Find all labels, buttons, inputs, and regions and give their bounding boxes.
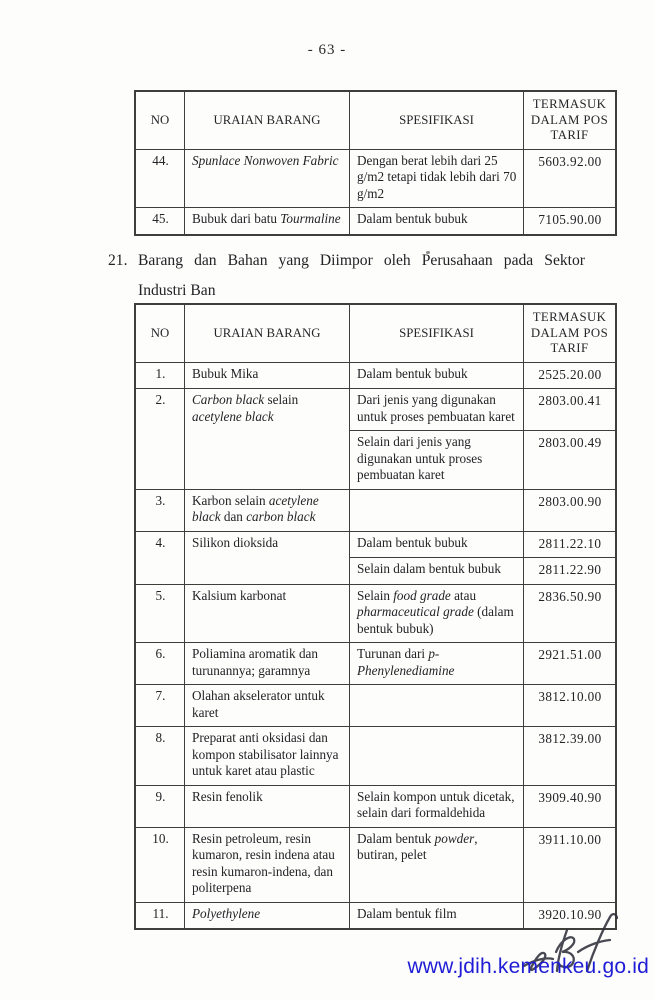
cell-no: 6. <box>135 643 185 685</box>
section-title <box>138 252 585 300</box>
table-row <box>135 389 616 431</box>
cell-pos-tarif: 2921.51.00 <box>524 643 617 685</box>
cell-pos-tarif: 2836.50.90 <box>524 584 617 643</box>
column-header: TERMASUK DALAM POS TARIF <box>524 91 617 149</box>
cell-spesifikasi: Selain dalam bentuk bubuk <box>350 558 524 585</box>
column-header: NO <box>135 304 185 362</box>
cell-uraian-barang: Karbon selain acetylene black dan carbon black <box>185 489 350 531</box>
cell-uraian-barang: Silikon dioksida <box>185 531 350 584</box>
cell-spesifikasi: Dari jenis yang digunakan untuk proses pembuatan karet <box>350 389 524 431</box>
cell-spesifikasi: Dalam bentuk bubuk <box>350 208 524 235</box>
cell-spesifikasi: Selain kompon untuk dicetak, selain dari formaldehida <box>350 785 524 827</box>
column-header: NO <box>135 91 185 149</box>
cell-uraian-barang: Resin fenolik <box>185 785 350 827</box>
cell-no: 1. <box>135 362 185 389</box>
cell-spesifikasi: Turunan dari p-Phenylenediamine <box>350 643 524 685</box>
section-title-line2: Industri Ban <box>138 282 216 299</box>
cell-spesifikasi: Dalam bentuk bubuk <box>350 362 524 389</box>
table-row <box>135 208 616 235</box>
cell-pos-tarif: 7105.90.00 <box>524 208 617 235</box>
cell-spesifikasi: Dalam bentuk film <box>350 902 524 929</box>
cell-uraian-barang: Olahan akselerator untuk karet <box>185 685 350 727</box>
cell-pos-tarif: 2803.00.41 <box>524 389 617 431</box>
table-row <box>135 727 616 786</box>
cell-pos-tarif: 3920.10.90 <box>524 902 617 929</box>
table-header-row <box>135 91 616 149</box>
cell-no: 11. <box>135 902 185 929</box>
cell-pos-tarif: 2525.20.00 <box>524 362 617 389</box>
section-heading <box>108 252 586 300</box>
cell-spesifikasi: Dalam bentuk bubuk <box>350 531 524 558</box>
cell-no: 10. <box>135 827 185 902</box>
cell-pos-tarif: 3909.40.90 <box>524 785 617 827</box>
cell-no: 5. <box>135 584 185 643</box>
cell-no: 44. <box>135 149 185 208</box>
table-row <box>135 149 616 208</box>
cell-pos-tarif: 3812.10.00 <box>524 685 617 727</box>
goods-table-sektor-ban <box>134 303 617 930</box>
cell-no: 3. <box>135 489 185 531</box>
column-header: TERMASUK DALAM POS TARIF <box>524 304 617 362</box>
cell-spesifikasi <box>350 727 524 786</box>
cell-no: 45. <box>135 208 185 235</box>
cell-uraian-barang: Polyethylene <box>185 902 350 929</box>
cell-pos-tarif: 3911.10.00 <box>524 827 617 902</box>
cell-no: 2. <box>135 389 185 490</box>
table-row <box>135 584 616 643</box>
table-row <box>135 643 616 685</box>
cell-uraian-barang: Resin petroleum, resin kumaron, resin indena atau resin kumaron-indena, dan politerpena <box>185 827 350 902</box>
cell-no: 8. <box>135 727 185 786</box>
goods-table-continued <box>134 90 617 236</box>
cell-no: 7. <box>135 685 185 727</box>
page-number: - 63 - <box>307 42 347 58</box>
cell-uraian-barang: Poliamina aromatik dan turunannya; garamnya <box>185 643 350 685</box>
cell-pos-tarif: 2811.22.10 <box>524 531 617 558</box>
column-header: URAIAN BARANG <box>185 91 350 149</box>
footer-url-link[interactable]: www.jdih.kemenkeu.go.id <box>407 955 649 978</box>
table-row <box>135 362 616 389</box>
cell-pos-tarif: 2811.22.90 <box>524 558 617 585</box>
cell-spesifikasi <box>350 685 524 727</box>
cell-spesifikasi: Selain food grade atau pharmaceutical grade (dalam bentuk bubuk) <box>350 584 524 643</box>
cell-spesifikasi: Selain dari jenis yang digunakan untuk proses pembuatan karet <box>350 431 524 490</box>
column-header: SPESIFIKASI <box>350 304 524 362</box>
cell-pos-tarif: 5603.92.00 <box>524 149 617 208</box>
table-row <box>135 785 616 827</box>
section-number: 21. <box>108 252 128 269</box>
column-header: URAIAN BARANG <box>185 304 350 362</box>
cell-pos-tarif: 2803.00.90 <box>524 489 617 531</box>
cell-spesifikasi: Dalam bentuk powder, butiran, pelet <box>350 827 524 902</box>
cell-no: 9. <box>135 785 185 827</box>
cell-uraian-barang: Spunlace Nonwoven Fabric <box>185 149 350 208</box>
cell-no: 4. <box>135 531 185 584</box>
cell-uraian-barang: Carbon black selain acetylene black <box>185 389 350 490</box>
table-row <box>135 531 616 558</box>
cell-spesifikasi: Dengan berat lebih dari 25 g/m2 tetapi tidak lebih dari 70 g/m2 <box>350 149 524 208</box>
cell-uraian-barang: Bubuk Mika <box>185 362 350 389</box>
cell-pos-tarif: 3812.39.00 <box>524 727 617 786</box>
table-row <box>135 489 616 531</box>
cell-uraian-barang: Bubuk dari batu Tourmaline <box>185 208 350 235</box>
table-row <box>135 685 616 727</box>
column-header: SPESIFIKASI <box>350 91 524 149</box>
table-row <box>135 827 616 902</box>
cell-uraian-barang: Preparat anti oksidasi dan kompon stabilisator lainnya untuk karet atau plastic <box>185 727 350 786</box>
cell-pos-tarif: 2803.00.49 <box>524 431 617 490</box>
section-title-line1: Barang dan Bahan yang Diimpor oleh Perusahaan pada Sektor <box>138 252 585 269</box>
cell-spesifikasi <box>350 489 524 531</box>
cell-uraian-barang: Kalsium karbonat <box>185 584 350 643</box>
table-header-row <box>135 304 616 362</box>
